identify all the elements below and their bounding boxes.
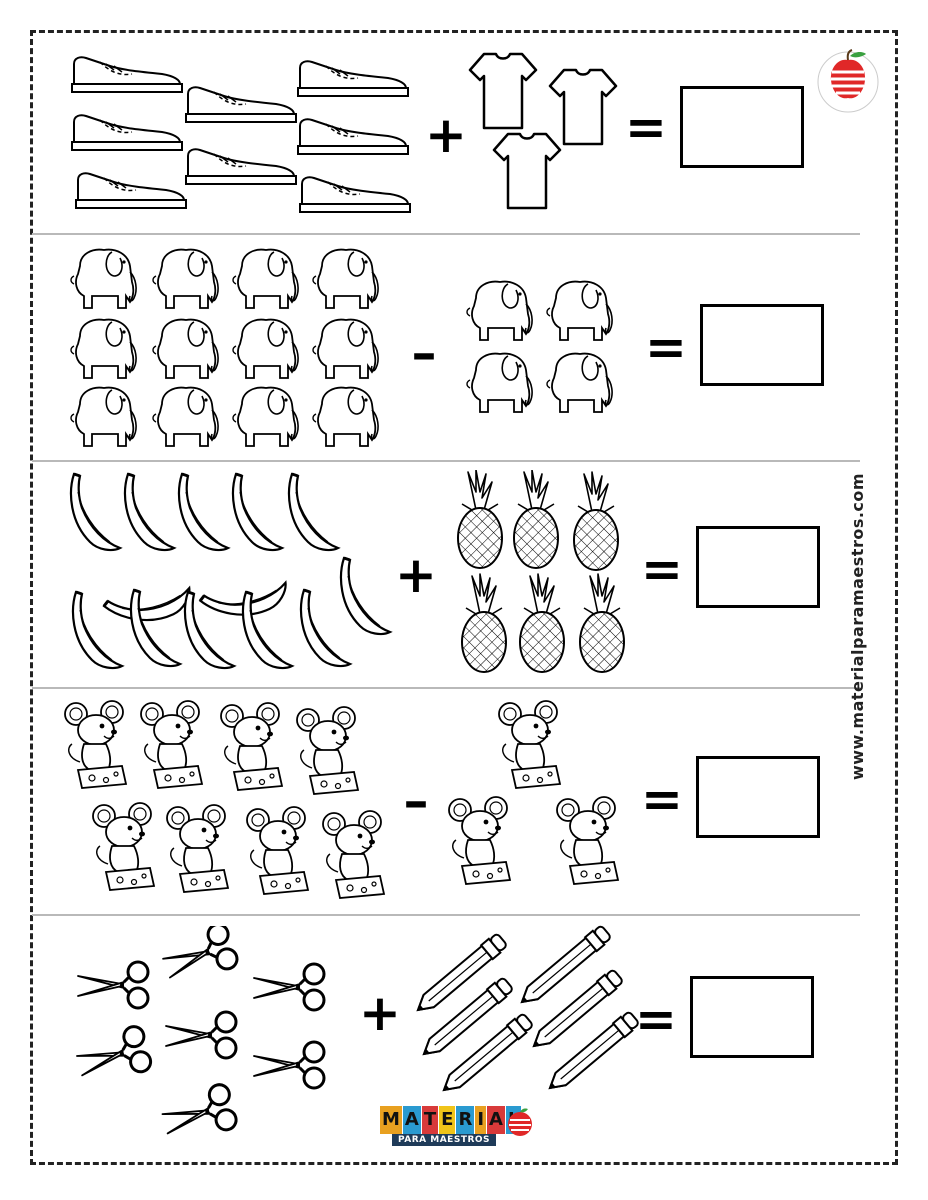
mouse-on-cheese-icon [323, 811, 384, 898]
row-divider [32, 233, 860, 235]
equals-operator: = [641, 540, 683, 598]
mouse-on-cheese-icon [557, 797, 618, 884]
elephant-icon [153, 388, 218, 446]
scissors-icon [78, 962, 148, 1008]
mouse-on-cheese-icon [247, 807, 308, 894]
elephant-icon [71, 388, 136, 446]
scissors-icon [254, 1042, 324, 1088]
plus-operator: + [359, 984, 401, 1042]
shoe-icon [76, 173, 186, 208]
elephant-icon [71, 250, 136, 308]
pineapple-icon [514, 470, 558, 568]
elephant-icon [547, 354, 612, 412]
shoe-icon [298, 119, 408, 154]
tshirts-group [468, 52, 628, 222]
mouse-on-cheese-icon [167, 805, 228, 892]
elephant-icon [233, 320, 298, 378]
banana-icon [71, 474, 120, 550]
scissors-icon [158, 926, 240, 989]
answer-box[interactable] [696, 756, 820, 838]
answer-box[interactable] [696, 526, 820, 608]
banana-icon [341, 558, 390, 634]
shoe-icon [72, 115, 182, 150]
elephant-icon [233, 388, 298, 446]
equals-operator: = [625, 98, 667, 156]
banana-icon [289, 474, 338, 550]
scissors-icon [159, 1082, 239, 1141]
mouse-on-cheese-icon [65, 701, 126, 788]
row-divider [32, 687, 860, 689]
elephant-icon [467, 354, 532, 412]
elephant-icon [233, 250, 298, 308]
minus-operator: – [411, 324, 437, 382]
tshirt-icon [470, 54, 536, 128]
row-divider [32, 460, 860, 462]
elephant-icon [313, 250, 378, 308]
banana-icon [103, 563, 191, 635]
pineapple-icon [520, 574, 564, 672]
bananas-group [64, 472, 404, 672]
banana-icon [125, 474, 174, 550]
mouse-on-cheese-icon [499, 701, 560, 788]
mouse-on-cheese-icon [93, 803, 154, 890]
shoe-icon [300, 177, 410, 212]
answer-box[interactable] [700, 304, 824, 386]
shoe-icon [298, 61, 408, 96]
pineapple-icon [458, 470, 502, 568]
elephant-icon [153, 320, 218, 378]
elephant-icon [467, 282, 532, 340]
mouse-on-cheese-icon [297, 707, 358, 794]
shoes-group [70, 50, 415, 220]
elephants-group [66, 244, 392, 454]
mouse-on-cheese-icon [221, 703, 282, 790]
banana-icon [233, 474, 282, 550]
shoe-icon [186, 149, 296, 184]
mice-subtract-group [446, 698, 636, 898]
logo-letter: R [456, 1106, 474, 1134]
scissors-group [74, 926, 339, 1141]
elephant-icon [547, 282, 612, 340]
equals-operator: = [641, 770, 683, 828]
logo-subtitle: PARA MAESTROS [392, 1134, 496, 1146]
banana-icon [301, 590, 350, 666]
answer-box[interactable] [680, 86, 804, 168]
plus-operator: + [425, 106, 467, 164]
apple-logo-icon [814, 46, 882, 114]
banana-icon [73, 592, 122, 668]
logo-letter: T [422, 1106, 438, 1134]
logo-letter: A [487, 1106, 505, 1134]
mouse-on-cheese-icon [141, 701, 202, 788]
banana-icon [179, 474, 228, 550]
elephant-icon [71, 320, 136, 378]
elephant-icon [313, 320, 378, 378]
elephant-icon [313, 388, 378, 446]
logo-letter: M [380, 1106, 402, 1134]
pencils-group [410, 922, 640, 1097]
pineapples-group [452, 470, 627, 675]
logo-letters [380, 1106, 521, 1134]
elephant-icon [153, 250, 218, 308]
equals-operator: = [645, 318, 687, 376]
material-para-maestros-logo [380, 1104, 540, 1152]
elephants-subtract-group [462, 276, 622, 421]
pineapple-icon [462, 574, 506, 672]
plus-operator: + [395, 546, 437, 604]
logo-letter: A [403, 1106, 421, 1134]
scissors-icon [254, 964, 324, 1010]
shoe-icon [72, 57, 182, 92]
answer-box[interactable] [690, 976, 814, 1058]
logo-letter: E [439, 1106, 455, 1134]
scissors-icon [74, 1024, 153, 1087]
mice-group [62, 698, 398, 912]
row-divider [32, 914, 860, 916]
equals-operator: = [635, 990, 677, 1048]
mouse-on-cheese-icon [449, 797, 510, 884]
logo-letter: I [475, 1106, 486, 1134]
scissors-icon [166, 1012, 236, 1058]
apple-icon [504, 1106, 536, 1138]
pineapple-icon [580, 574, 624, 672]
website-watermark: www.materialparamaestros.com [848, 472, 867, 780]
tshirt-icon [550, 70, 616, 144]
tshirt-icon [494, 134, 560, 208]
minus-operator: – [403, 772, 429, 830]
pineapple-icon [574, 472, 618, 570]
shoe-icon [186, 87, 296, 122]
